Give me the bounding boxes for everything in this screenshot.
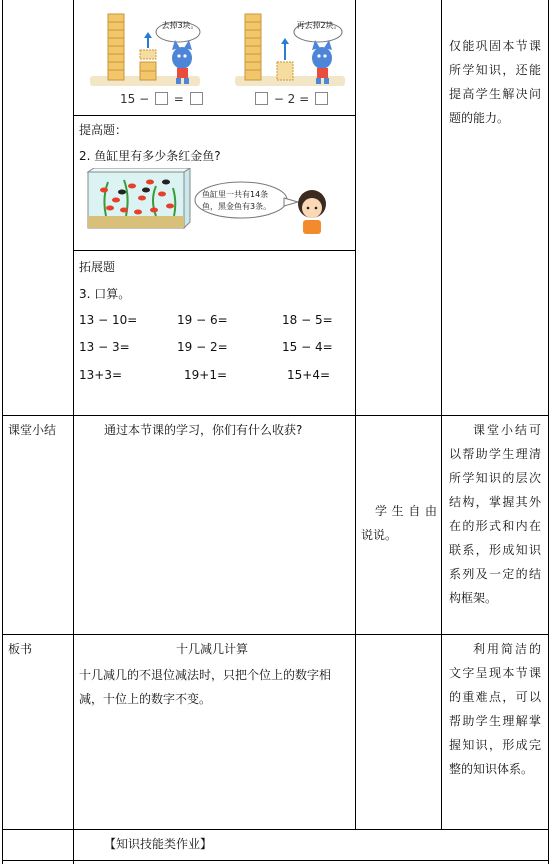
equation-right [253,92,330,106]
summary-label: 课堂小结 [8,423,57,437]
table-border-right [548,0,549,864]
board-content-line: 减，十位上的数字不变。 [79,692,212,706]
table-border-bottom [2,860,549,861]
girl-avatar [298,190,326,234]
fish-bubble-line-1: 鱼缸里一共有14条 [202,190,269,199]
equation-left-part2: = [169,92,188,106]
equation-left-part1: 15 − [120,92,153,106]
summary-intent-line: 结构，掌握其外 [449,495,541,509]
equation-left [120,92,205,106]
board-intent-line: 帮助学生理解掌 [449,714,541,728]
summary-intent-line: 构框架。 [449,591,498,605]
fish-bubble-line-2: 鱼，黑金鱼有3条。 [202,202,272,211]
summary-intent-line: 以帮助学生理清 [449,447,541,461]
board-intent-line: 整的知识体系。 [449,762,534,776]
row-divider-homework [2,829,549,830]
board-content [79,663,351,711]
intent-top-line: 提高学生解决问 [449,87,541,101]
board-intent [449,637,541,781]
row-divider-a [73,115,356,116]
summary-content: 通过本节课的学习，你们有什么收获? [104,423,303,437]
speech-bubble-right: 再去掉2块。 [296,21,342,30]
oral-calc-item: 13+3= [79,368,123,382]
board-content-line: 十几减几的不退位减法时，只把个位上的数字相 [79,668,332,682]
summary-intent-line: 在的形式和内在 [449,519,541,533]
oral-calc-item: 13 − 3= [79,340,130,354]
summary-intent-line: 系列及一定的结 [449,567,541,581]
summary-intent-line: 课堂小结可 [473,423,541,437]
advanced-question: 2. 鱼缸里有多少条红金鱼? [79,149,221,163]
oral-calc-item: 15 − 4= [282,340,333,354]
row-divider-b [73,250,356,251]
homework-label: 【知识技能类作业】 [104,837,213,851]
answer-box [315,92,328,105]
advanced-heading: 提高题： [79,123,128,137]
oral-calc-item: 18 − 5= [282,313,333,327]
answer-box [255,92,268,105]
intent-top-line: 仅能巩固本节课 [449,39,541,53]
oral-calc-item: 19+1= [184,368,228,382]
block-illustration [90,2,350,90]
equation-right-part1: − 2 = [270,92,314,106]
oral-calc-item: 19 − 2= [177,340,228,354]
intent-top-line: 所学知识，还能 [449,63,541,77]
row-divider-summary [2,415,549,416]
oral-calc-item: 15+4= [287,368,331,382]
summary-intent-line: 联系，形成知识 [449,543,541,557]
intent-top [449,34,541,130]
fish-tank [88,168,190,228]
board-intent-line: 的重难点，可以 [449,690,541,704]
intent-top-line: 题的能力。 [449,111,510,125]
summary-intent-line: 所学知识的层次 [449,471,541,485]
answer-box [190,92,203,105]
table-border-left [2,0,3,864]
board-label: 板书 [8,642,33,656]
summary-intent [449,418,541,610]
answer-box [155,92,168,105]
table-col-divider-1 [73,0,74,864]
board-intent-line: 文字呈现本节课 [449,666,541,680]
oral-calc-item: 19 − 6= [177,313,228,327]
extension-heading: 拓展题 [79,260,116,274]
student-activity-line: 说说。 [361,528,398,542]
board-title: 十几减几计算 [176,642,249,656]
board-intent-line: 利用简洁的 [473,642,541,656]
oral-calc-item: 13 − 10= [79,313,138,327]
extension-question: 3. 口算。 [79,287,131,301]
row-divider-board [2,634,549,635]
summary-student-activity [361,499,437,547]
speech-bubble-left: 去掉3块。 [161,21,199,30]
board-intent-line: 握知识，形成完 [449,738,541,752]
student-activity-line: 学生自由 [375,504,437,518]
